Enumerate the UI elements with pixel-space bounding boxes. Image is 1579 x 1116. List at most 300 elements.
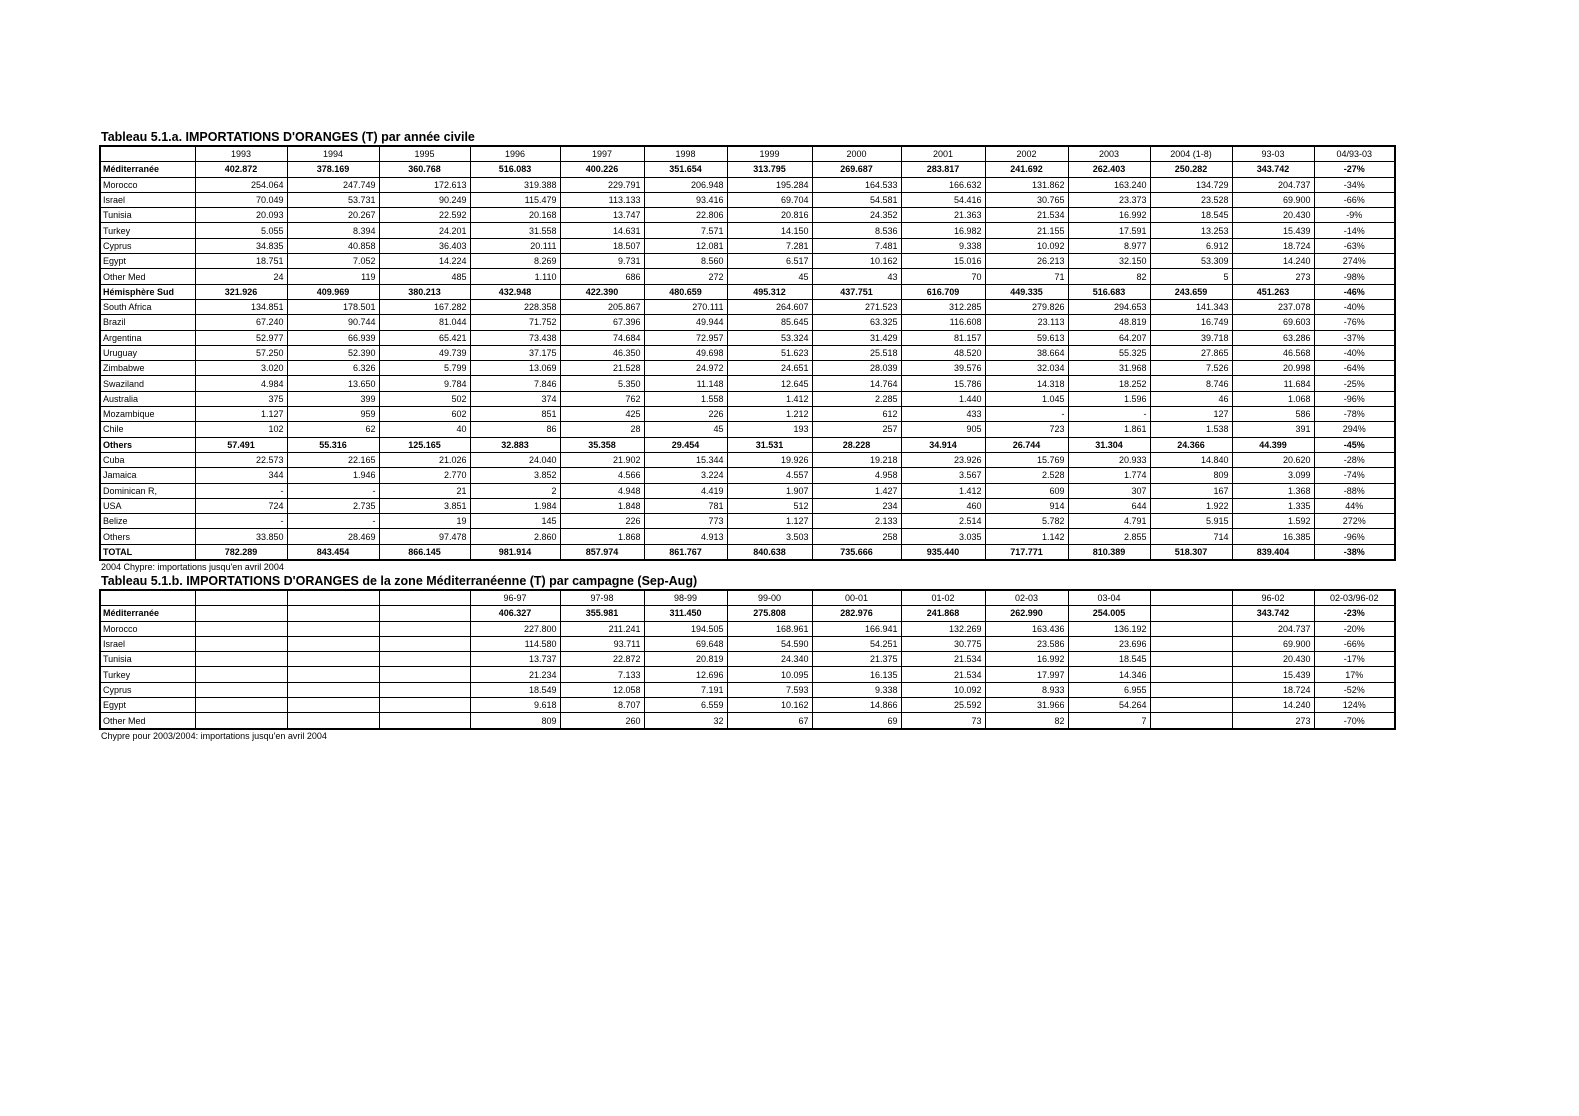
- table-cell: 269.687: [812, 162, 901, 177]
- table-cell: 4.557: [727, 468, 812, 483]
- row-label: Turkey: [100, 223, 195, 238]
- table-cell: 30.775: [901, 636, 985, 651]
- table-cell: 437.751: [812, 284, 901, 299]
- table-cell: 31.558: [470, 223, 560, 238]
- table-cell: 40.858: [287, 238, 379, 253]
- table-row: [100, 422, 1395, 437]
- table-cell: [195, 698, 287, 713]
- table-cell: -96%: [1314, 529, 1395, 544]
- table-cell: 243.659: [1150, 284, 1232, 299]
- table-cell: 2.133: [812, 514, 901, 529]
- table-cell: 4.913: [644, 529, 727, 544]
- table-cell: 272: [644, 269, 727, 284]
- table-cell: 131.862: [985, 177, 1068, 192]
- table-cell: 73.438: [470, 330, 560, 345]
- table-cell: 7.846: [470, 376, 560, 391]
- table-cell: 18.507: [560, 238, 644, 253]
- table-cell: 21.902: [560, 452, 644, 467]
- table-cell: 74.684: [560, 330, 644, 345]
- table-cell: 18.252: [1068, 376, 1150, 391]
- table-cell: 1.774: [1068, 468, 1150, 483]
- table-cell: 40: [379, 422, 470, 437]
- table-cell: 8.536: [812, 223, 901, 238]
- table-cell: 264.607: [727, 299, 812, 314]
- table-cell: 16.992: [985, 652, 1068, 667]
- table-cell: 21.234: [470, 667, 560, 682]
- table-cell: [287, 698, 379, 713]
- table-cell: 35.358: [560, 437, 644, 452]
- table-cell: 2: [470, 483, 560, 498]
- table-cell: 59.613: [985, 330, 1068, 345]
- table-cell: 64.207: [1068, 330, 1150, 345]
- table-cell: 26.744: [985, 437, 1068, 452]
- table-cell: [195, 621, 287, 636]
- table-cell: 260: [560, 713, 644, 729]
- table-cell: 14.764: [812, 376, 901, 391]
- table-cell: 163.240: [1068, 177, 1150, 192]
- table-cell: 24: [195, 269, 287, 284]
- table-cell: 67: [727, 713, 812, 729]
- table-cell: [287, 621, 379, 636]
- table-cell: 10.092: [985, 238, 1068, 253]
- table-row: [100, 223, 1395, 238]
- table-cell: [379, 698, 470, 713]
- column-header: 1998: [644, 146, 727, 162]
- table-cell: 81.044: [379, 315, 470, 330]
- table-cell: 23.696: [1068, 636, 1150, 651]
- table-cell: 351.654: [644, 162, 727, 177]
- table-cell: 1.127: [727, 514, 812, 529]
- table-cell: 10.162: [812, 254, 901, 269]
- table-cell: 375: [195, 391, 287, 406]
- table-cell: 32.150: [1068, 254, 1150, 269]
- table-cell: -27%: [1314, 162, 1395, 177]
- table-cell: -38%: [1314, 544, 1395, 560]
- table-cell: -98%: [1314, 269, 1395, 284]
- table-cell: 45: [644, 422, 727, 437]
- table-cell: 21.363: [901, 208, 985, 223]
- table-cell: 237.078: [1232, 299, 1314, 314]
- table-cell: 53.324: [727, 330, 812, 345]
- table-cell: 31.531: [727, 437, 812, 452]
- table-cell: 16.135: [812, 667, 901, 682]
- table-cell: 4.566: [560, 468, 644, 483]
- table-cell: 12.696: [644, 667, 727, 682]
- table-cell: 172.613: [379, 177, 470, 192]
- table-cell: 204.737: [1232, 621, 1314, 636]
- table-cell: 204.737: [1232, 177, 1314, 192]
- table-cell: [287, 713, 379, 729]
- table-cell: 3.020: [195, 361, 287, 376]
- table-cell: 1.848: [560, 498, 644, 513]
- table-cell: 7.571: [644, 223, 727, 238]
- table-cell: 6.326: [287, 361, 379, 376]
- table-cell: 15.344: [644, 452, 727, 467]
- table-cell: 168.961: [727, 621, 812, 636]
- table-cell: 70.049: [195, 192, 287, 207]
- row-label: Cyprus: [100, 238, 195, 253]
- table-cell: -66%: [1314, 636, 1395, 651]
- column-header: 98-99: [644, 590, 727, 606]
- table-cell: 24.201: [379, 223, 470, 238]
- table-cell: 113.133: [560, 192, 644, 207]
- table-cell: 9.784: [379, 376, 470, 391]
- column-header: 2001: [901, 146, 985, 162]
- table-cell: 4.948: [560, 483, 644, 498]
- table-row: [100, 529, 1395, 544]
- table-cell: 391: [1232, 422, 1314, 437]
- table-cell: 115.479: [470, 192, 560, 207]
- row-label: Brazil: [100, 315, 195, 330]
- table-cell: 6.559: [644, 698, 727, 713]
- table-cell: 46.568: [1232, 345, 1314, 360]
- table-cell: 31.429: [812, 330, 901, 345]
- table-cell: 127: [1150, 407, 1232, 422]
- table-row: [100, 315, 1395, 330]
- table-cell: 16.982: [901, 223, 985, 238]
- table-cell: 1.212: [727, 407, 812, 422]
- table-cell: [195, 652, 287, 667]
- table-row: [100, 345, 1395, 360]
- table-cell: 14.840: [1150, 452, 1232, 467]
- table-cell: [1150, 606, 1232, 621]
- table-row: [100, 208, 1395, 223]
- table-cell: 39.718: [1150, 330, 1232, 345]
- table-cell: 840.638: [727, 544, 812, 560]
- table-cell: 20.430: [1232, 652, 1314, 667]
- table-cell: 19.926: [727, 452, 812, 467]
- table-row: [100, 299, 1395, 314]
- table-cell: 25.518: [812, 345, 901, 360]
- column-header: 02-03/96-02: [1314, 590, 1395, 606]
- table-cell: [195, 606, 287, 621]
- table-cell: 36.403: [379, 238, 470, 253]
- column-header: 96-97: [470, 590, 560, 606]
- table-cell: 4.419: [644, 483, 727, 498]
- table-cell: 29.454: [644, 437, 727, 452]
- table-cell: 28.039: [812, 361, 901, 376]
- table-cell: -52%: [1314, 682, 1395, 697]
- table-cell: 402.872: [195, 162, 287, 177]
- table-cell: 63.286: [1232, 330, 1314, 345]
- table-cell: 38.664: [985, 345, 1068, 360]
- table-cell: -78%: [1314, 407, 1395, 422]
- row-label: Argentina: [100, 330, 195, 345]
- column-header: 96-02: [1232, 590, 1314, 606]
- table-cell: 53.309: [1150, 254, 1232, 269]
- table-cell: 166.632: [901, 177, 985, 192]
- table-cell: 21.026: [379, 452, 470, 467]
- table-cell: 54.251: [812, 636, 901, 651]
- table-cell: 20.933: [1068, 452, 1150, 467]
- table-cell: 102: [195, 422, 287, 437]
- table-cell: 1.368: [1232, 483, 1314, 498]
- table-cell: 15.439: [1232, 223, 1314, 238]
- table-cell: -14%: [1314, 223, 1395, 238]
- table-cell: 485: [379, 269, 470, 284]
- table-cell: 167: [1150, 483, 1232, 498]
- table-cell: 724: [195, 498, 287, 513]
- table-cell: 21.534: [901, 652, 985, 667]
- table-cell: 8.394: [287, 223, 379, 238]
- table-cell: 14.318: [985, 376, 1068, 391]
- table-cell: 10.092: [901, 682, 985, 697]
- table-cell: -34%: [1314, 177, 1395, 192]
- table-cell: 254.005: [1068, 606, 1150, 621]
- table-cell: 781: [644, 498, 727, 513]
- table-cell: 8.269: [470, 254, 560, 269]
- row-label: Jamaica: [100, 468, 195, 483]
- table-cell: 141.343: [1150, 299, 1232, 314]
- table-cell: 250.282: [1150, 162, 1232, 177]
- table-cell: 21.528: [560, 361, 644, 376]
- table-cell: -37%: [1314, 330, 1395, 345]
- table-cell: 321.926: [195, 284, 287, 299]
- table-cell: 8.746: [1150, 376, 1232, 391]
- table-cell: 3.099: [1232, 468, 1314, 483]
- table-group-row: [100, 284, 1395, 299]
- table-cell: 9.618: [470, 698, 560, 713]
- table-cell: 425: [560, 407, 644, 422]
- column-header: [100, 590, 195, 606]
- row-label: Others: [100, 529, 195, 544]
- table-cell: 93.416: [644, 192, 727, 207]
- table-cell: 2.860: [470, 529, 560, 544]
- table-cell: 14.224: [379, 254, 470, 269]
- row-label: Tunisia: [100, 208, 195, 223]
- table-cell: 65.421: [379, 330, 470, 345]
- table-cell: 866.145: [379, 544, 470, 560]
- table-cell: -20%: [1314, 621, 1395, 636]
- table-row: [100, 452, 1395, 467]
- table-cell: 6.517: [727, 254, 812, 269]
- table-row: [100, 514, 1395, 529]
- table-cell: 2.285: [812, 391, 901, 406]
- row-label: TOTAL: [100, 544, 195, 560]
- table-cell: 262.990: [985, 606, 1068, 621]
- header-row: [100, 146, 1395, 162]
- table-cell: 49.698: [644, 345, 727, 360]
- table-cell: 480.659: [644, 284, 727, 299]
- table-cell: 5: [1150, 269, 1232, 284]
- table-cell: 360.768: [379, 162, 470, 177]
- table-cell: 229.791: [560, 177, 644, 192]
- table-cell: 2.855: [1068, 529, 1150, 544]
- table-cell: 20.168: [470, 208, 560, 223]
- table-cell: 1.335: [1232, 498, 1314, 513]
- table-cell: 18.549: [470, 682, 560, 697]
- table-cell: 5.055: [195, 223, 287, 238]
- table-cell: 67.396: [560, 315, 644, 330]
- table-cell: 69.900: [1232, 192, 1314, 207]
- table-cell: 14.240: [1232, 698, 1314, 713]
- table-cell: 49.944: [644, 315, 727, 330]
- row-label: Dominican R,: [100, 483, 195, 498]
- row-label: Australia: [100, 391, 195, 406]
- table-cell: [1150, 682, 1232, 697]
- table-cell: 1.861: [1068, 422, 1150, 437]
- table-cell: -25%: [1314, 376, 1395, 391]
- table-cell: 22.592: [379, 208, 470, 223]
- table-cell: 71.752: [470, 315, 560, 330]
- table-cell: [287, 652, 379, 667]
- row-label: Israel: [100, 192, 195, 207]
- table-cell: 54.590: [727, 636, 812, 651]
- table-cell: 28.469: [287, 529, 379, 544]
- row-label: Cyprus: [100, 682, 195, 697]
- table-cell: -70%: [1314, 713, 1395, 729]
- table-cell: [195, 636, 287, 651]
- table-cell: 93.711: [560, 636, 644, 651]
- table-cell: [195, 682, 287, 697]
- table-cell: 1.412: [727, 391, 812, 406]
- table-cell: 3.503: [727, 529, 812, 544]
- table-cell: -28%: [1314, 452, 1395, 467]
- table-cell: [379, 652, 470, 667]
- table-cell: 851: [470, 407, 560, 422]
- table-cell: 7.191: [644, 682, 727, 697]
- column-header: 01-02: [901, 590, 985, 606]
- table-cell: 843.454: [287, 544, 379, 560]
- table-cell: [379, 667, 470, 682]
- table-cell: 586: [1232, 407, 1314, 422]
- table-cell: [195, 667, 287, 682]
- table-cell: 85.645: [727, 315, 812, 330]
- table-cell: 69: [812, 713, 901, 729]
- column-header: 04/93-03: [1314, 146, 1395, 162]
- table-cell: 46.350: [560, 345, 644, 360]
- table-cell: 166.941: [812, 621, 901, 636]
- table-cell: 502: [379, 391, 470, 406]
- table-cell: [379, 621, 470, 636]
- table-cell: 1.110: [470, 269, 560, 284]
- table-cell: 62: [287, 422, 379, 437]
- table-cell: 11.684: [1232, 376, 1314, 391]
- table-cell: 52.977: [195, 330, 287, 345]
- table-cell: [287, 606, 379, 621]
- table-cell: 1.412: [901, 483, 985, 498]
- row-label: Egypt: [100, 254, 195, 269]
- table-cell: 73: [901, 713, 985, 729]
- table-cell: 258: [812, 529, 901, 544]
- column-header: 02-03: [985, 590, 1068, 606]
- table-cell: 7.526: [1150, 361, 1232, 376]
- table-cell: 194.505: [644, 621, 727, 636]
- table-cell: 22.872: [560, 652, 644, 667]
- table-cell: 164.533: [812, 177, 901, 192]
- table-cell: 1.558: [644, 391, 727, 406]
- table-cell: 11.148: [644, 376, 727, 391]
- row-label: Chile: [100, 422, 195, 437]
- table-cell: 374: [470, 391, 560, 406]
- row-label: South Africa: [100, 299, 195, 314]
- table-cell: [1150, 621, 1232, 636]
- table-cell: 1.592: [1232, 514, 1314, 529]
- table-cell: 18.724: [1232, 238, 1314, 253]
- table-cell: 23.528: [1150, 192, 1232, 207]
- table-cell: 9.731: [560, 254, 644, 269]
- column-header: 1994: [287, 146, 379, 162]
- table-cell: 90.744: [287, 315, 379, 330]
- row-label: Mozambique: [100, 407, 195, 422]
- table1-title: Tableau 5.1.a. IMPORTATIONS D'ORANGES (T) par année civile: [101, 130, 475, 144]
- header-row: [100, 590, 1395, 606]
- table-cell: 8.933: [985, 682, 1068, 697]
- row-label: Zimbabwe: [100, 361, 195, 376]
- table-cell: -: [195, 483, 287, 498]
- table-cell: 2.770: [379, 468, 470, 483]
- table-cell: 959: [287, 407, 379, 422]
- table-cell: 1.946: [287, 468, 379, 483]
- table-cell: 6.912: [1150, 238, 1232, 253]
- table-cell: 257: [812, 422, 901, 437]
- table-cell: 311.450: [644, 606, 727, 621]
- table-cell: 271.523: [812, 299, 901, 314]
- table2-note: Chypre pour 2003/2004: importations jusqu'en avril 2004: [101, 731, 327, 741]
- table-cell: 70: [901, 269, 985, 284]
- table-cell: 23.373: [1068, 192, 1150, 207]
- column-header: 1997: [560, 146, 644, 162]
- table-cell: 343.742: [1232, 162, 1314, 177]
- table-cell: -40%: [1314, 299, 1395, 314]
- table-cell: -76%: [1314, 315, 1395, 330]
- table-cell: 717.771: [985, 544, 1068, 560]
- table-cell: 167.282: [379, 299, 470, 314]
- table-cell: 55.316: [287, 437, 379, 452]
- table-cell: 51.623: [727, 345, 812, 360]
- table-cell: 7.481: [812, 238, 901, 253]
- table-cell: 4.791: [1068, 514, 1150, 529]
- table-cell: 163.436: [985, 621, 1068, 636]
- table-cell: -46%: [1314, 284, 1395, 299]
- table-row: [100, 667, 1395, 682]
- column-header: 2004 (1-8): [1150, 146, 1232, 162]
- table-cell: -23%: [1314, 606, 1395, 621]
- table-cell: 686: [560, 269, 644, 284]
- row-label: Swaziland: [100, 376, 195, 391]
- table-cell: -: [287, 514, 379, 529]
- table-row: [100, 254, 1395, 269]
- row-label: Hémisphère Sud: [100, 284, 195, 299]
- table-cell: 5.915: [1150, 514, 1232, 529]
- table-cell: 211.241: [560, 621, 644, 636]
- table-row: [100, 177, 1395, 192]
- table-cell: 254.064: [195, 177, 287, 192]
- table-cell: 279.826: [985, 299, 1068, 314]
- table-row: [100, 468, 1395, 483]
- table-row: [100, 330, 1395, 345]
- table-cell: 13.747: [560, 208, 644, 223]
- table-cell: 66.939: [287, 330, 379, 345]
- table-cell: 116.608: [901, 315, 985, 330]
- table-cell: 13.069: [470, 361, 560, 376]
- table-cell: 136.192: [1068, 621, 1150, 636]
- table-row: [100, 483, 1395, 498]
- table2-title: Tableau 5.1.b. IMPORTATIONS D'ORANGES de la zone Méditerranéenne (T) par campagne (Sep-Aug): [101, 574, 698, 588]
- table-cell: 3.851: [379, 498, 470, 513]
- table-cell: 274%: [1314, 254, 1395, 269]
- table-cell: 24.340: [727, 652, 812, 667]
- table-cell: 1.440: [901, 391, 985, 406]
- table-cell: 2.528: [985, 468, 1068, 483]
- table-row: [100, 498, 1395, 513]
- column-header: 1993: [195, 146, 287, 162]
- column-header: 2002: [985, 146, 1068, 162]
- table-cell: 400.226: [560, 162, 644, 177]
- table-row: [100, 361, 1395, 376]
- table-cell: 25.592: [901, 698, 985, 713]
- table-cell: 4.958: [812, 468, 901, 483]
